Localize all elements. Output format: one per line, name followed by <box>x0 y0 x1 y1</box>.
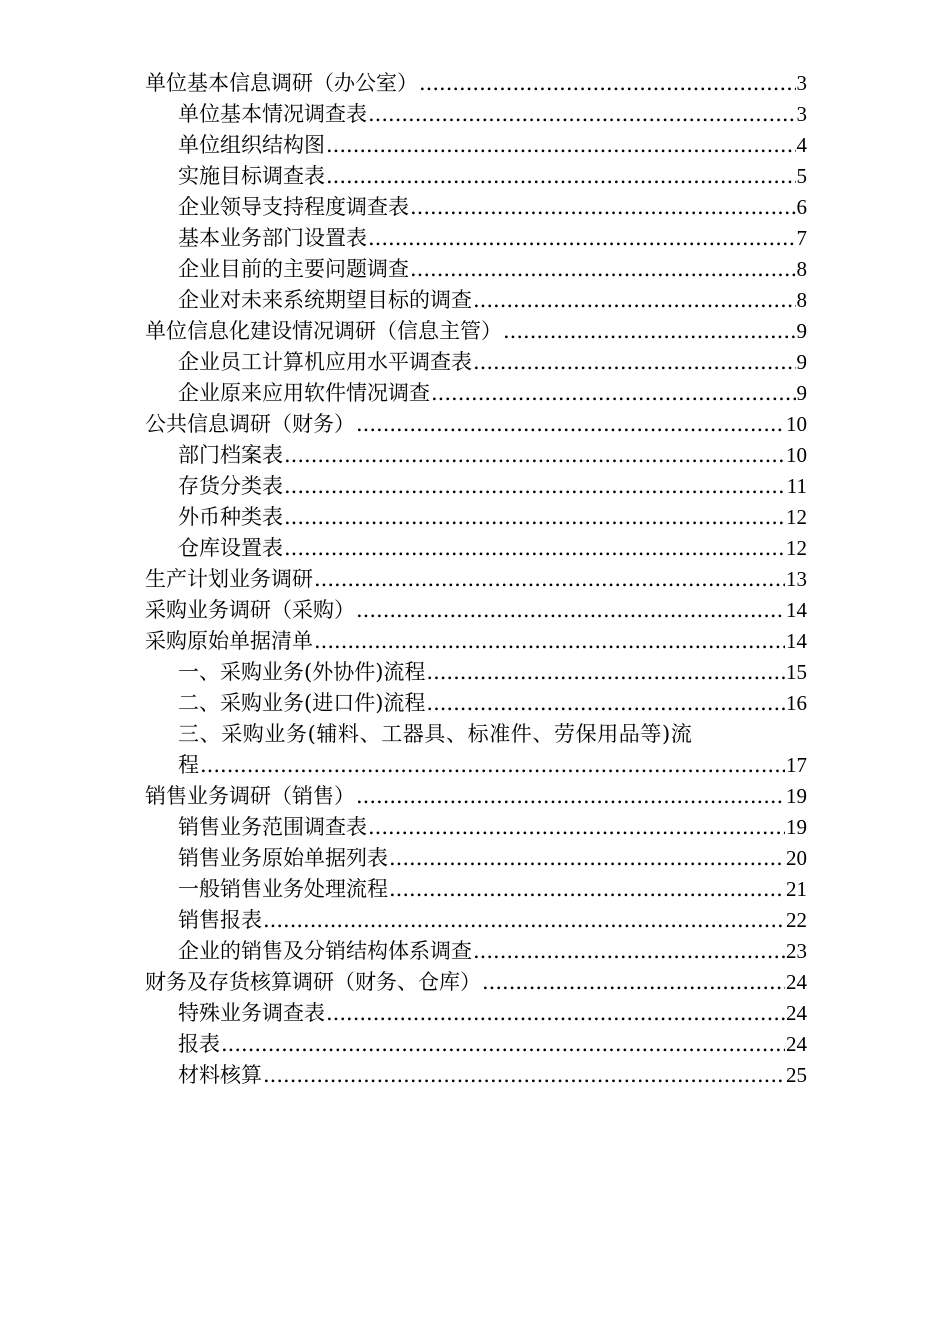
toc-entry-title: 销售业务原始单据列表 <box>178 846 388 870</box>
toc-leader-dots <box>263 1060 785 1091</box>
toc-entry-title: 单位基本信息调研（办公室） <box>145 71 418 95</box>
toc-entry-page: 7 <box>796 226 807 250</box>
toc-entry-title: 销售业务范围调查表 <box>178 815 367 839</box>
toc-leader-dots <box>356 409 785 440</box>
toc-entry-title: 单位信息化建设情况调研（信息主管） <box>145 319 502 343</box>
toc-entry-page: 8 <box>796 288 807 312</box>
toc-entry-title: 企业领导支持程度调查表 <box>178 195 409 219</box>
toc-entry-page: 25 <box>786 1063 807 1087</box>
toc-entry-title: 企业的销售及分销结构体系调查 <box>178 939 472 963</box>
toc-leader-dots <box>284 471 786 502</box>
toc-entry-title: 公共信息调研（财务） <box>145 412 355 436</box>
toc-entry-page: 4 <box>796 133 807 157</box>
toc-entry-title: 企业原来应用软件情况调查 <box>178 381 430 405</box>
toc-entry[interactable] <box>145 533 807 564</box>
toc-entry-page: 16 <box>786 691 807 715</box>
toc-entry-page: 9 <box>796 319 807 343</box>
toc-entry-page: 24 <box>786 1001 807 1025</box>
toc-entry-title: 一般销售业务处理流程 <box>178 877 388 901</box>
toc-entry[interactable] <box>145 998 807 1029</box>
toc-entry[interactable] <box>145 781 807 812</box>
toc-entry-title: 二、采购业务(进口件)流程 <box>178 691 426 715</box>
toc-entry-page: 8 <box>796 257 807 281</box>
toc-entry-title: 实施目标调查表 <box>178 164 325 188</box>
toc-entry-title: 企业对未来系统期望目标的调查 <box>178 288 472 312</box>
toc-entry-title: 仓库设置表 <box>178 536 283 560</box>
toc-entry-title: 生产计划业务调研 <box>145 567 313 591</box>
toc-entry-page: 24 <box>786 970 807 994</box>
toc-entry-title: 销售报表 <box>178 908 262 932</box>
toc-entry-title: 特殊业务调查表 <box>178 1001 325 1025</box>
toc-entry-title: 财务及存货核算调研（财务、仓库） <box>145 970 481 994</box>
toc-entry[interactable] <box>145 905 807 936</box>
toc-entry[interactable] <box>145 688 807 719</box>
toc-entry[interactable] <box>145 657 807 688</box>
toc-leader-dots <box>284 533 785 564</box>
toc-entry[interactable] <box>145 68 807 99</box>
toc-entry[interactable] <box>145 223 807 254</box>
toc-entry-page: 13 <box>786 567 807 591</box>
toc-entry[interactable] <box>145 130 807 161</box>
toc-entry[interactable] <box>145 316 807 347</box>
toc-entry-page: 9 <box>796 381 807 405</box>
toc-leader-dots <box>356 595 785 626</box>
toc-leader-dots <box>419 68 796 99</box>
toc-leader-dots <box>473 285 796 316</box>
toc-entry[interactable] <box>145 874 807 905</box>
toc-entry[interactable] <box>145 161 807 192</box>
toc-entry-page: 23 <box>786 939 807 963</box>
toc-leader-dots <box>426 657 785 688</box>
toc-entry-title: 外币种类表 <box>178 505 283 529</box>
toc-leader-dots <box>221 1029 785 1060</box>
toc-leader-dots <box>389 874 785 905</box>
toc-entry-title: 三、采购业务(辅料、工器具、标准件、劳保用品等)流 <box>178 722 693 746</box>
toc-leader-dots <box>326 161 796 192</box>
toc-entry[interactable] <box>145 378 807 409</box>
toc-entry-wrapped-line2[interactable] <box>145 750 807 781</box>
toc-entry[interactable] <box>145 843 807 874</box>
toc-leader-dots <box>314 626 785 657</box>
toc-entry[interactable] <box>145 254 807 285</box>
toc-entry[interactable] <box>145 409 807 440</box>
toc-leader-dots <box>503 316 796 347</box>
toc-entry-page: 10 <box>786 443 807 467</box>
toc-leader-dots <box>326 130 796 161</box>
toc-leader-dots <box>356 781 785 812</box>
toc-entry[interactable] <box>145 347 807 378</box>
toc-entry-title: 报表 <box>178 1032 220 1056</box>
toc-leader-dots <box>389 843 785 874</box>
toc-entry-title: 单位基本情况调查表 <box>178 102 367 126</box>
toc-entry-title: 基本业务部门设置表 <box>178 226 367 250</box>
toc-entry[interactable] <box>145 595 807 626</box>
toc-entry-title: 材料核算 <box>178 1063 262 1087</box>
toc-entry[interactable] <box>145 967 807 998</box>
toc-entry[interactable] <box>145 936 807 967</box>
toc-leader-dots <box>200 750 785 781</box>
toc-entry-title: 采购业务调研（采购） <box>145 598 355 622</box>
toc-entry[interactable] <box>145 1029 807 1060</box>
toc-entry-title: 程 <box>178 753 199 777</box>
toc-entry-page: 15 <box>786 660 807 684</box>
toc-leader-dots <box>426 688 785 719</box>
toc-entry-wrapped-line1[interactable] <box>145 719 807 750</box>
toc-leader-dots <box>284 440 785 471</box>
toc-entry-title: 一、采购业务(外协件)流程 <box>178 660 426 684</box>
toc-entry-page: 14 <box>786 598 807 622</box>
toc-entry-page: 12 <box>786 536 807 560</box>
toc-entry[interactable] <box>145 1060 807 1091</box>
toc-entry-page: 3 <box>796 102 807 126</box>
toc-entry[interactable] <box>145 192 807 223</box>
toc-entry[interactable] <box>145 99 807 130</box>
toc-entry-page: 17 <box>786 753 807 777</box>
toc-entry-title: 存货分类表 <box>178 474 283 498</box>
toc-entry[interactable] <box>145 564 807 595</box>
toc-leader-dots <box>431 378 796 409</box>
toc-entry-title: 单位组织结构图 <box>178 133 325 157</box>
toc-entry[interactable] <box>145 626 807 657</box>
toc-entry[interactable] <box>145 502 807 533</box>
toc-entry-title: 采购原始单据清单 <box>145 629 313 653</box>
toc-leader-dots <box>482 967 785 998</box>
toc-entry[interactable] <box>145 440 807 471</box>
toc-leader-dots <box>326 998 785 1029</box>
toc-leader-dots <box>473 936 785 967</box>
toc-entry-page: 6 <box>796 195 807 219</box>
toc-entry[interactable] <box>145 471 807 502</box>
toc-entry-page: 24 <box>786 1032 807 1056</box>
toc-entry-title: 企业员工计算机应用水平调查表 <box>178 350 472 374</box>
toc-entry-title: 企业目前的主要问题调查 <box>178 257 409 281</box>
toc-leader-dots <box>368 223 796 254</box>
toc-entry-title: 部门档案表 <box>178 443 283 467</box>
toc-entry-page: 3 <box>796 71 807 95</box>
toc-leader-dots <box>410 254 796 285</box>
toc-entry-page: 5 <box>796 164 807 188</box>
toc-leader-dots <box>368 812 785 843</box>
toc-entry-page: 19 <box>786 815 807 839</box>
toc-entry[interactable] <box>145 285 807 316</box>
toc-leader-dots <box>284 502 785 533</box>
table-of-contents <box>145 68 807 1091</box>
toc-entry-page: 14 <box>786 629 807 653</box>
toc-entry[interactable] <box>145 812 807 843</box>
toc-leader-dots <box>473 347 796 378</box>
toc-entry-page: 12 <box>786 505 807 529</box>
toc-leader-dots <box>314 564 785 595</box>
toc-entry-page: 20 <box>786 846 807 870</box>
toc-entry-page: 10 <box>786 412 807 436</box>
toc-entry-title: 销售业务调研（销售） <box>145 784 355 808</box>
toc-entry-page: 9 <box>796 350 807 374</box>
toc-leader-dots <box>368 99 796 130</box>
toc-entry-page: 22 <box>786 908 807 932</box>
toc-entry-page: 19 <box>786 784 807 808</box>
toc-entry-page: 11 <box>786 474 807 498</box>
toc-leader-dots <box>410 192 796 223</box>
toc-entry-page: 21 <box>786 877 807 901</box>
toc-leader-dots <box>263 905 785 936</box>
